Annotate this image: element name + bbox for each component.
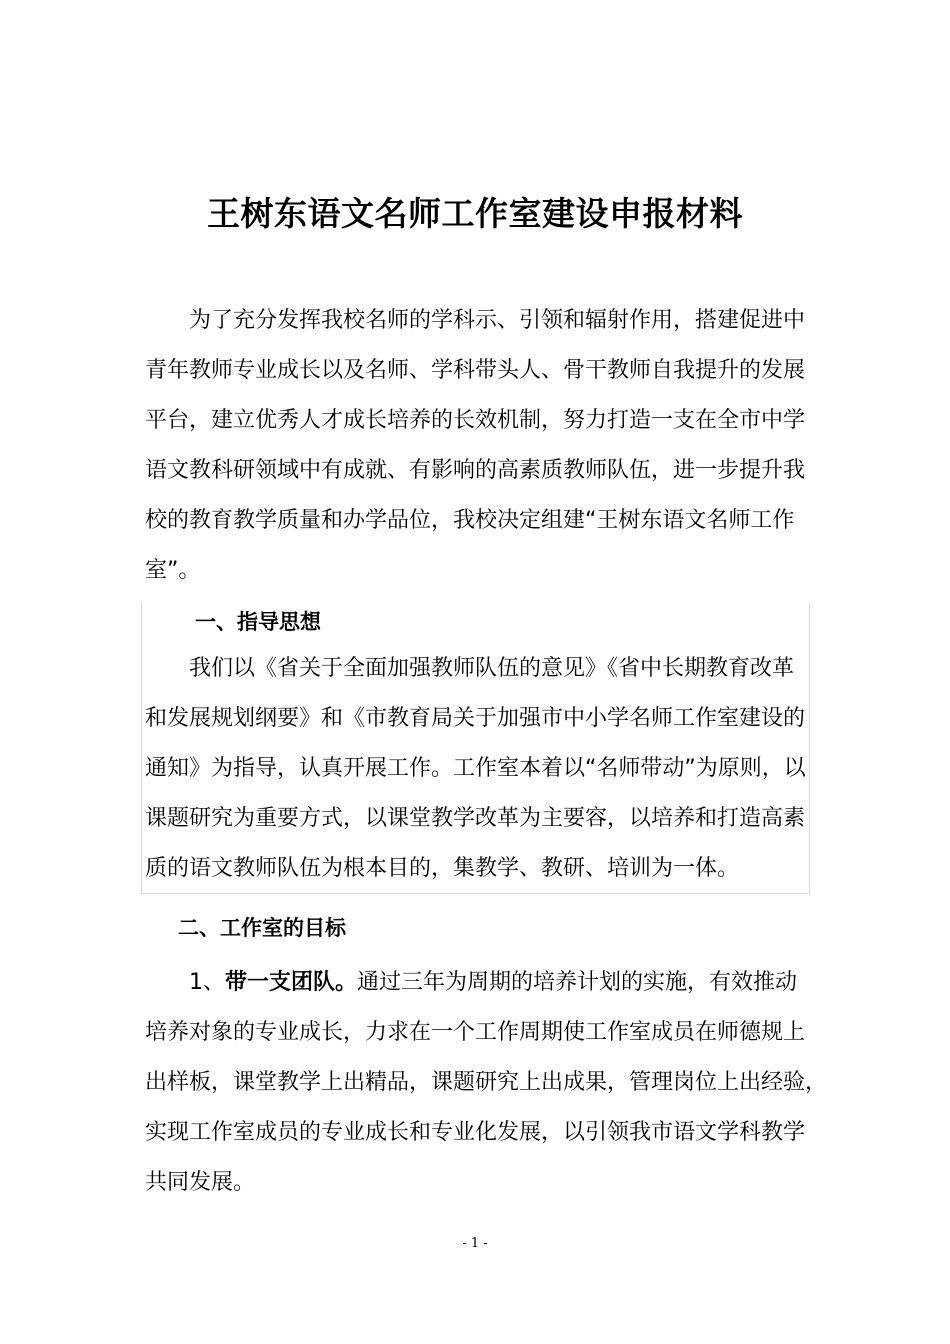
intro-paragraph xyxy=(145,296,810,596)
item1-number: 1、 xyxy=(189,970,225,995)
text-line: 校的教育教学质量和办学品位，我校决定组建“王树东语文名师工作 xyxy=(145,508,795,533)
item1-paragraph xyxy=(145,958,828,1208)
text-line: 室”。 xyxy=(145,558,201,583)
text-line: 培养对象的专业成长，力求在一个工作周期使工作室成员在师德规上 xyxy=(145,1020,806,1045)
text-line: 我们以《省关于全面加强教师队伍的意见》《省中长期教育改革 xyxy=(189,656,795,681)
document-title: 王树东语文名师工作室建设申报材料 xyxy=(207,194,743,233)
page-number: - 1 - xyxy=(462,1236,488,1251)
section2-heading: 二、工作室的目标 xyxy=(178,916,346,940)
section1-heading: 一、指导思想 xyxy=(195,610,321,634)
text-line: 语文教科研领域中有成就、有影响的高素质教师队伍，进一步提升我 xyxy=(145,458,806,483)
text-line: 青年教师专业成长以及名师、学科带头人、骨干教师自我提升的发展 xyxy=(145,358,806,383)
text-line xyxy=(145,958,810,1008)
text-line: 出样板，课堂教学上出精品，课题研究上出成果，管理岗位上出经验， xyxy=(145,1070,828,1095)
text-line: 质的语文教师队伍为根本目的，集教学、教研、培训为一体。 xyxy=(145,856,740,881)
item1-bold-lead: 带一支团队。 xyxy=(225,970,358,995)
text-line: 和发展规划纲要》和《市教育局关于加强市中小学名师工作室建设的 xyxy=(145,706,806,731)
text-line: 课题研究为重要方式，以课堂教学改革为主要容，以培养和打造高素 xyxy=(145,806,806,831)
text-line: 共同发展。 xyxy=(145,1170,256,1195)
item1-first-rest: 通过三年为周期的培养计划的实施，有效推动 xyxy=(357,970,798,995)
text-line: 通知》为指导，认真开展工作。工作室本着以“名师带动”为原则，以 xyxy=(145,756,806,781)
text-line: 实现工作室成员的专业成长和专业化发展，以引领我市语文学科教学 xyxy=(145,1120,806,1145)
section1-paragraph xyxy=(145,644,810,894)
text-line: 为了充分发挥我校名师的学科示、引领和辐射作用，搭建促进中 xyxy=(189,308,806,333)
text-line: 平台，建立优秀人才成长培养的长效机制，努力打造一支在全市中学 xyxy=(145,408,806,433)
